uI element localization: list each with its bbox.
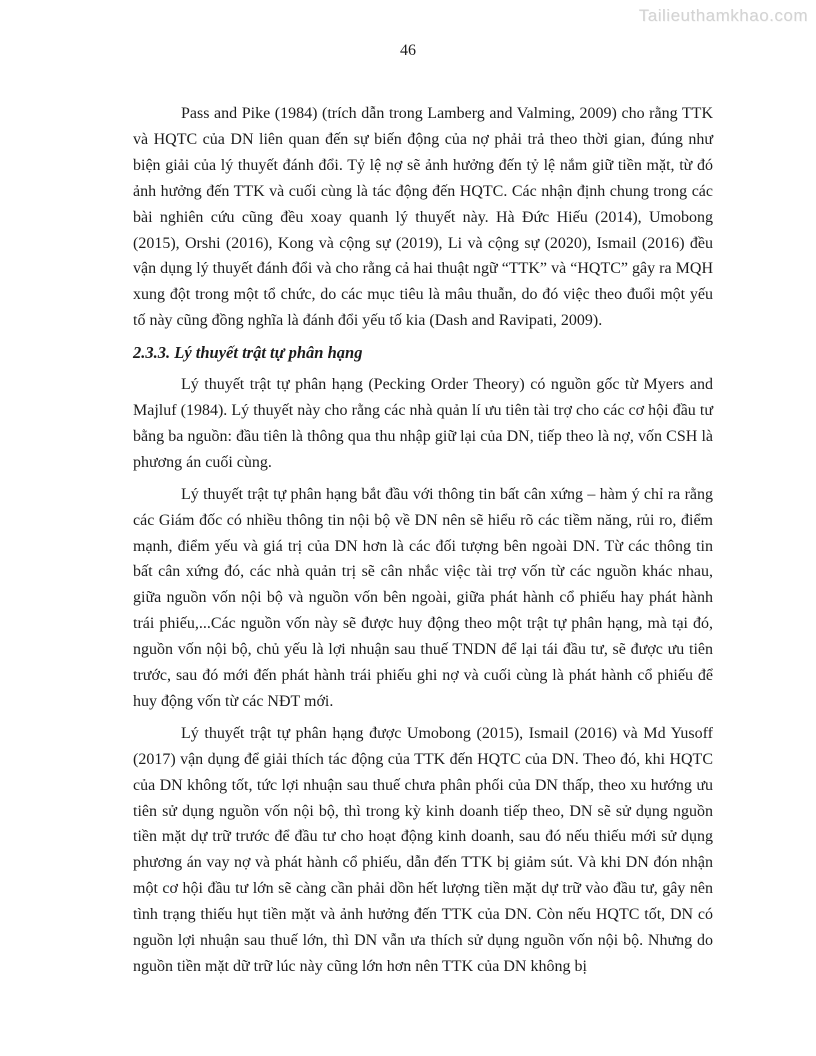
watermark: Tailieuthamkhao.com [638,6,808,25]
paragraph-pecking-order-origin: Lý thuyết trật tự phân hạng (Pecking Order Theory) có nguồn gốc từ Myers and Majluf (1984). Lý thuyết này cho rằng các nhà quản lí ưu tiên tài trợ cho các cơ hội đầu tư bằng ba nguồn: đầu tiên là thông qua thu nhập giữ lại của DN, tiếp theo là nợ, vốn CSH là phương án cuối cùng. [133,376,713,471]
document-body [133,101,713,986]
section-heading-pecking-order: 2.3.3. Lý thuyết trật tự phân hạng [133,343,363,363]
page-number: 46 [400,42,416,59]
paragraph-pecking-order-application: Lý thuyết trật tự phân hạng được Umobong (2015), Ismail (2016) và Md Yusoff (2017) vận dụng để giải thích tác động của TTK đến HQTC của DN. Theo đó, khi HQTC của DN không tốt, tức lợi nhuận sau thuế chưa phân phối của DN thấp, theo xu hướng ưu tiên sử dụng nguồn vốn nội bộ, thì trong kỳ kinh doanh tiếp theo, DN sẽ sử dụng nguồn tiền mặt dự trữ trước để đầu tư cho hoạt động kinh doanh, sau đó nếu thiếu mới sử dụng phương án vay nợ và phát hành cổ phiếu, dẫn đến TTK bị giảm sút. Và khi DN đón nhận một cơ hội đầu tư lớn sẽ càng cần phải dồn hết lượng tiền mặt dự trữ vào đầu tư, gây nên tình trạng thiếu hụt tiền mặt và ảnh hưởng đến TTK của DN. Còn nếu HQTC tốt, DN có nguồn lợi nhuận sau thuế lớn, thì DN vẫn ưa thích sử dụng nguồn vốn nội bộ. Nhưng do nguồn tiền mặt dữ trữ lúc này cũng lớn hơn nên TTK của DN không bị [133,724,713,975]
paragraph-asymmetric-information: Lý thuyết trật tự phân hạng bắt đầu với thông tin bất cân xứng – hàm ý chỉ ra rằng các Giám đốc có nhiều thông tin nội bộ về DN nên sẽ hiểu rõ các tiềm năng, rủi ro, điểm mạnh, điểm yếu và giá trị của DN hơn là các đối tượng bên ngoài DN. Từ các thông tin bất cân xứng đó, các nhà quản trị sẽ cân nhắc việc tài trợ vốn từ các nguồn khác nhau, giữa nguồn vốn nội bộ và nguồn vốn bên ngoài, giữa phát hành cổ phiếu hay phát hành trái phiếu,...Các nguồn vốn này sẽ được huy động theo một trật tự phân hạng, mà tại đó, nguồn vốn nội bộ, chủ yếu là lợi nhuận sau thuế TNDN để lại tái đầu tư, sẽ được ưu tiên trước, sau đó mới đến phát hành trái phiếu ghi nợ và cuối cùng là phát hành cổ phiếu để huy động vốn từ các NĐT mới. [133,485,713,710]
paragraph-trade-off-theory: Pass and Pike (1984) (trích dẫn trong Lamberg and Valming, 2009) cho rằng TTK và HQTC của DN liên quan đến sự biến động của nợ phải trả theo thời gian, đúng như biện giải của lý thuyết đánh đổi. Tỷ lệ nợ sẽ ảnh hưởng đến tỷ lệ nắm giữ tiền mặt, từ đó ảnh hưởng đến TTK và cuối cùng là tác động đến HQTC. Các nhận định chung trong các bài nghiên cứu cũng đều xoay quanh lý thuyết này. Hà Đức Hiếu (2014), Umobong (2015), Orshi (2016), Kong và cộng sự (2019), Li và cộng sự (2020), Ismail (2016) đều vận dụng lý thuyết đánh đổi và cho rằng cả hai thuật ngữ “TTK” và “HQTC” gây ra MQH xung đột trong một tổ chức, do các mục tiêu là mâu thuẫn, do đó việc theo đuổi một yếu tố này cũng đồng nghĩa là đánh đổi yếu tố kia (Dash and Ravipati, 2009). [133,105,713,330]
